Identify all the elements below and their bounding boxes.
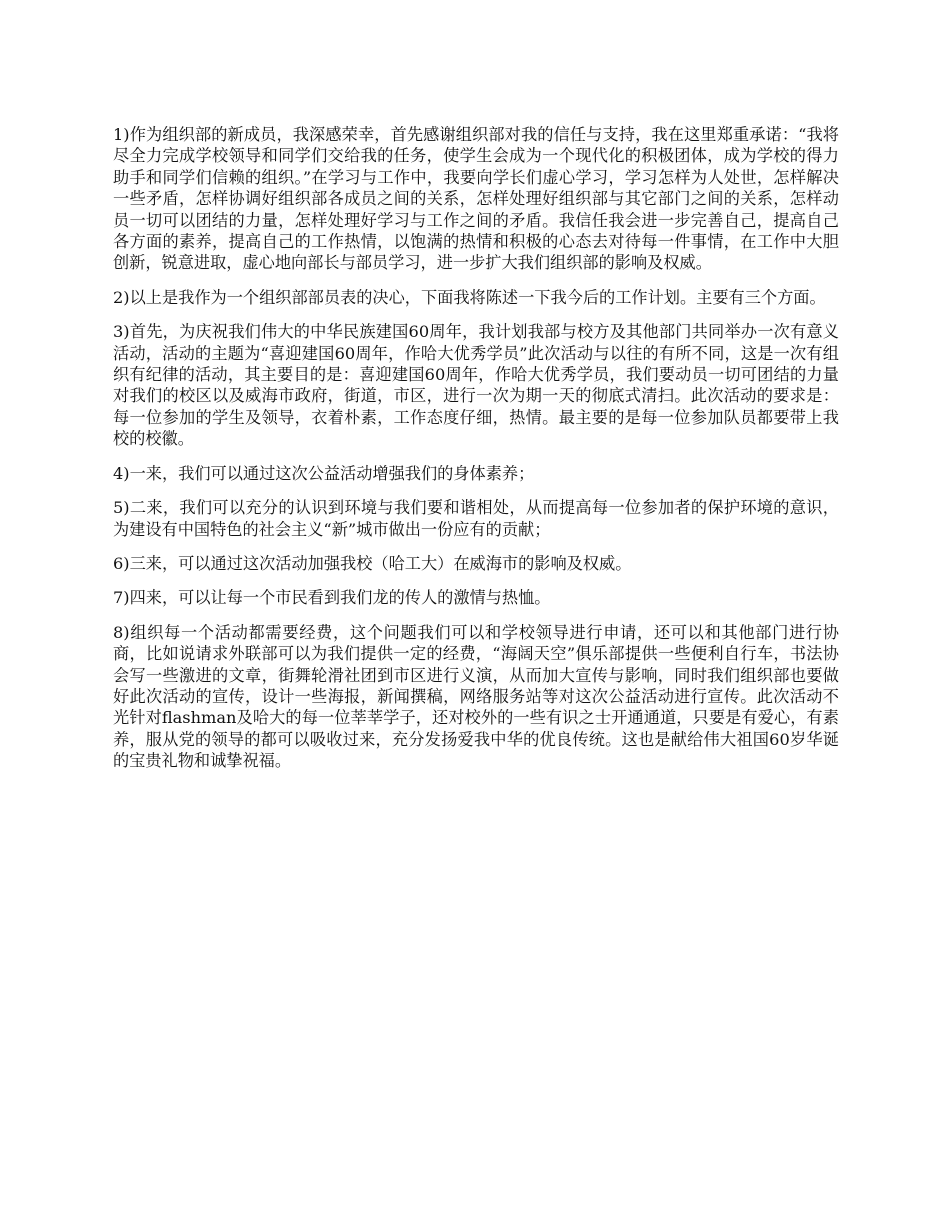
paragraph-4: 4)一来，我们可以通过这次公益活动增强我们的身体素养；: [113, 463, 535, 483]
paragraph-6: 6)三来，可以通过这次活动加强我校（哈工大）在威海市的影响及权威。: [113, 553, 632, 573]
paragraph-1: 1)作为组织部的新成员，我深感荣幸，首先感谢组织部对我的信任与支持，我在这里郑重承诺：“我将尽全力完成学校领导和同学们交给我的任务，使学生会成为一个现代化的积极团体，成为学校的得力助手和同学们信赖的组织。”在学习与工作中，我要向学长们虚心学习，学习怎样为人处世，怎样解决一些矛盾，怎样协调好组织部各成员之间的关系，怎样处理好组织部与其它部门之间的关系，怎样动员一切可以团结的力量，怎样处理好学习与工作之间的矛盾。我信任我会进一步完善自己，提高自己各方面的素养，提高自己的工作热情，以饱满的热情和积极的心态去对待每一件事情，在工作中大胆创新，锐意进取，虚心地向部长与部员学习，进一步扩大我们组织部的影响及权威。: [113, 125, 839, 273]
document-body: [113, 124, 839, 785]
paragraph-8: 8)组织每一个活动都需要经费，这个问题我们可以和学校领导进行申请，还可以和其他部门进行协商，比如说请求外联部可以为我们提供一定的经费，“海阔天空”俱乐部提供一些便利自行车，书法协会写一些激进的文章，街舞轮滑社团到市区进行义演，从而加大宣传与影响，同时我们组织部也要做好此次活动的宣传，设计一些海报，新闻撰稿，网络服务站等对这次公益活动进行宣传。此次活动不光针对flashman及哈大的每一位莘莘学子，还对校外的一些有识之士开通通道，只要是有爱心，有素养，服从党的领导的都可以吸收过来，充分发扬爱我中华的优良传统。这也是献给伟大祖国60岁华诞的宝贵礼物和诚挚祝福。: [113, 622, 839, 771]
paragraph-3: 3)首先，为庆祝我们伟大的中华民族建国60周年，我计划我部与校方及其他部门共同举办一次有意义活动，活动的主题为“喜迎建国60周年，作哈大优秀学员”此次活动与以往的有所不同，这是一次有组织有纪律的活动，其主要目的是：喜迎建国60周年，作哈大优秀学员，我们要动员一切可团结的力量对我们的校区以及威海市政府，街道，市区，进行一次为期一天的彻底式清扫。此次活动的要求是：每一位参加的学生及领导，衣着朴素，工作态度仔细，热情。最主要的是每一位参加队员都要带上我校的校徽。: [113, 322, 839, 449]
paragraph-5: 5)二来，我们可以充分的认识到环境与我们要和谐相处，从而提高每一位参加者的保护环境的意识，为建设有中国特色的社会主义“新”城市做出一份应有的贡献；: [113, 498, 839, 539]
paragraph-2: 2)以上是我作为一个组织部部员表的决心，下面我将陈述一下我今后的工作计划。主要有三个方面。: [113, 287, 826, 307]
paragraph-7: 7)四来，可以让每一个市民看到我们龙的传人的激情与热恤。: [113, 588, 551, 608]
